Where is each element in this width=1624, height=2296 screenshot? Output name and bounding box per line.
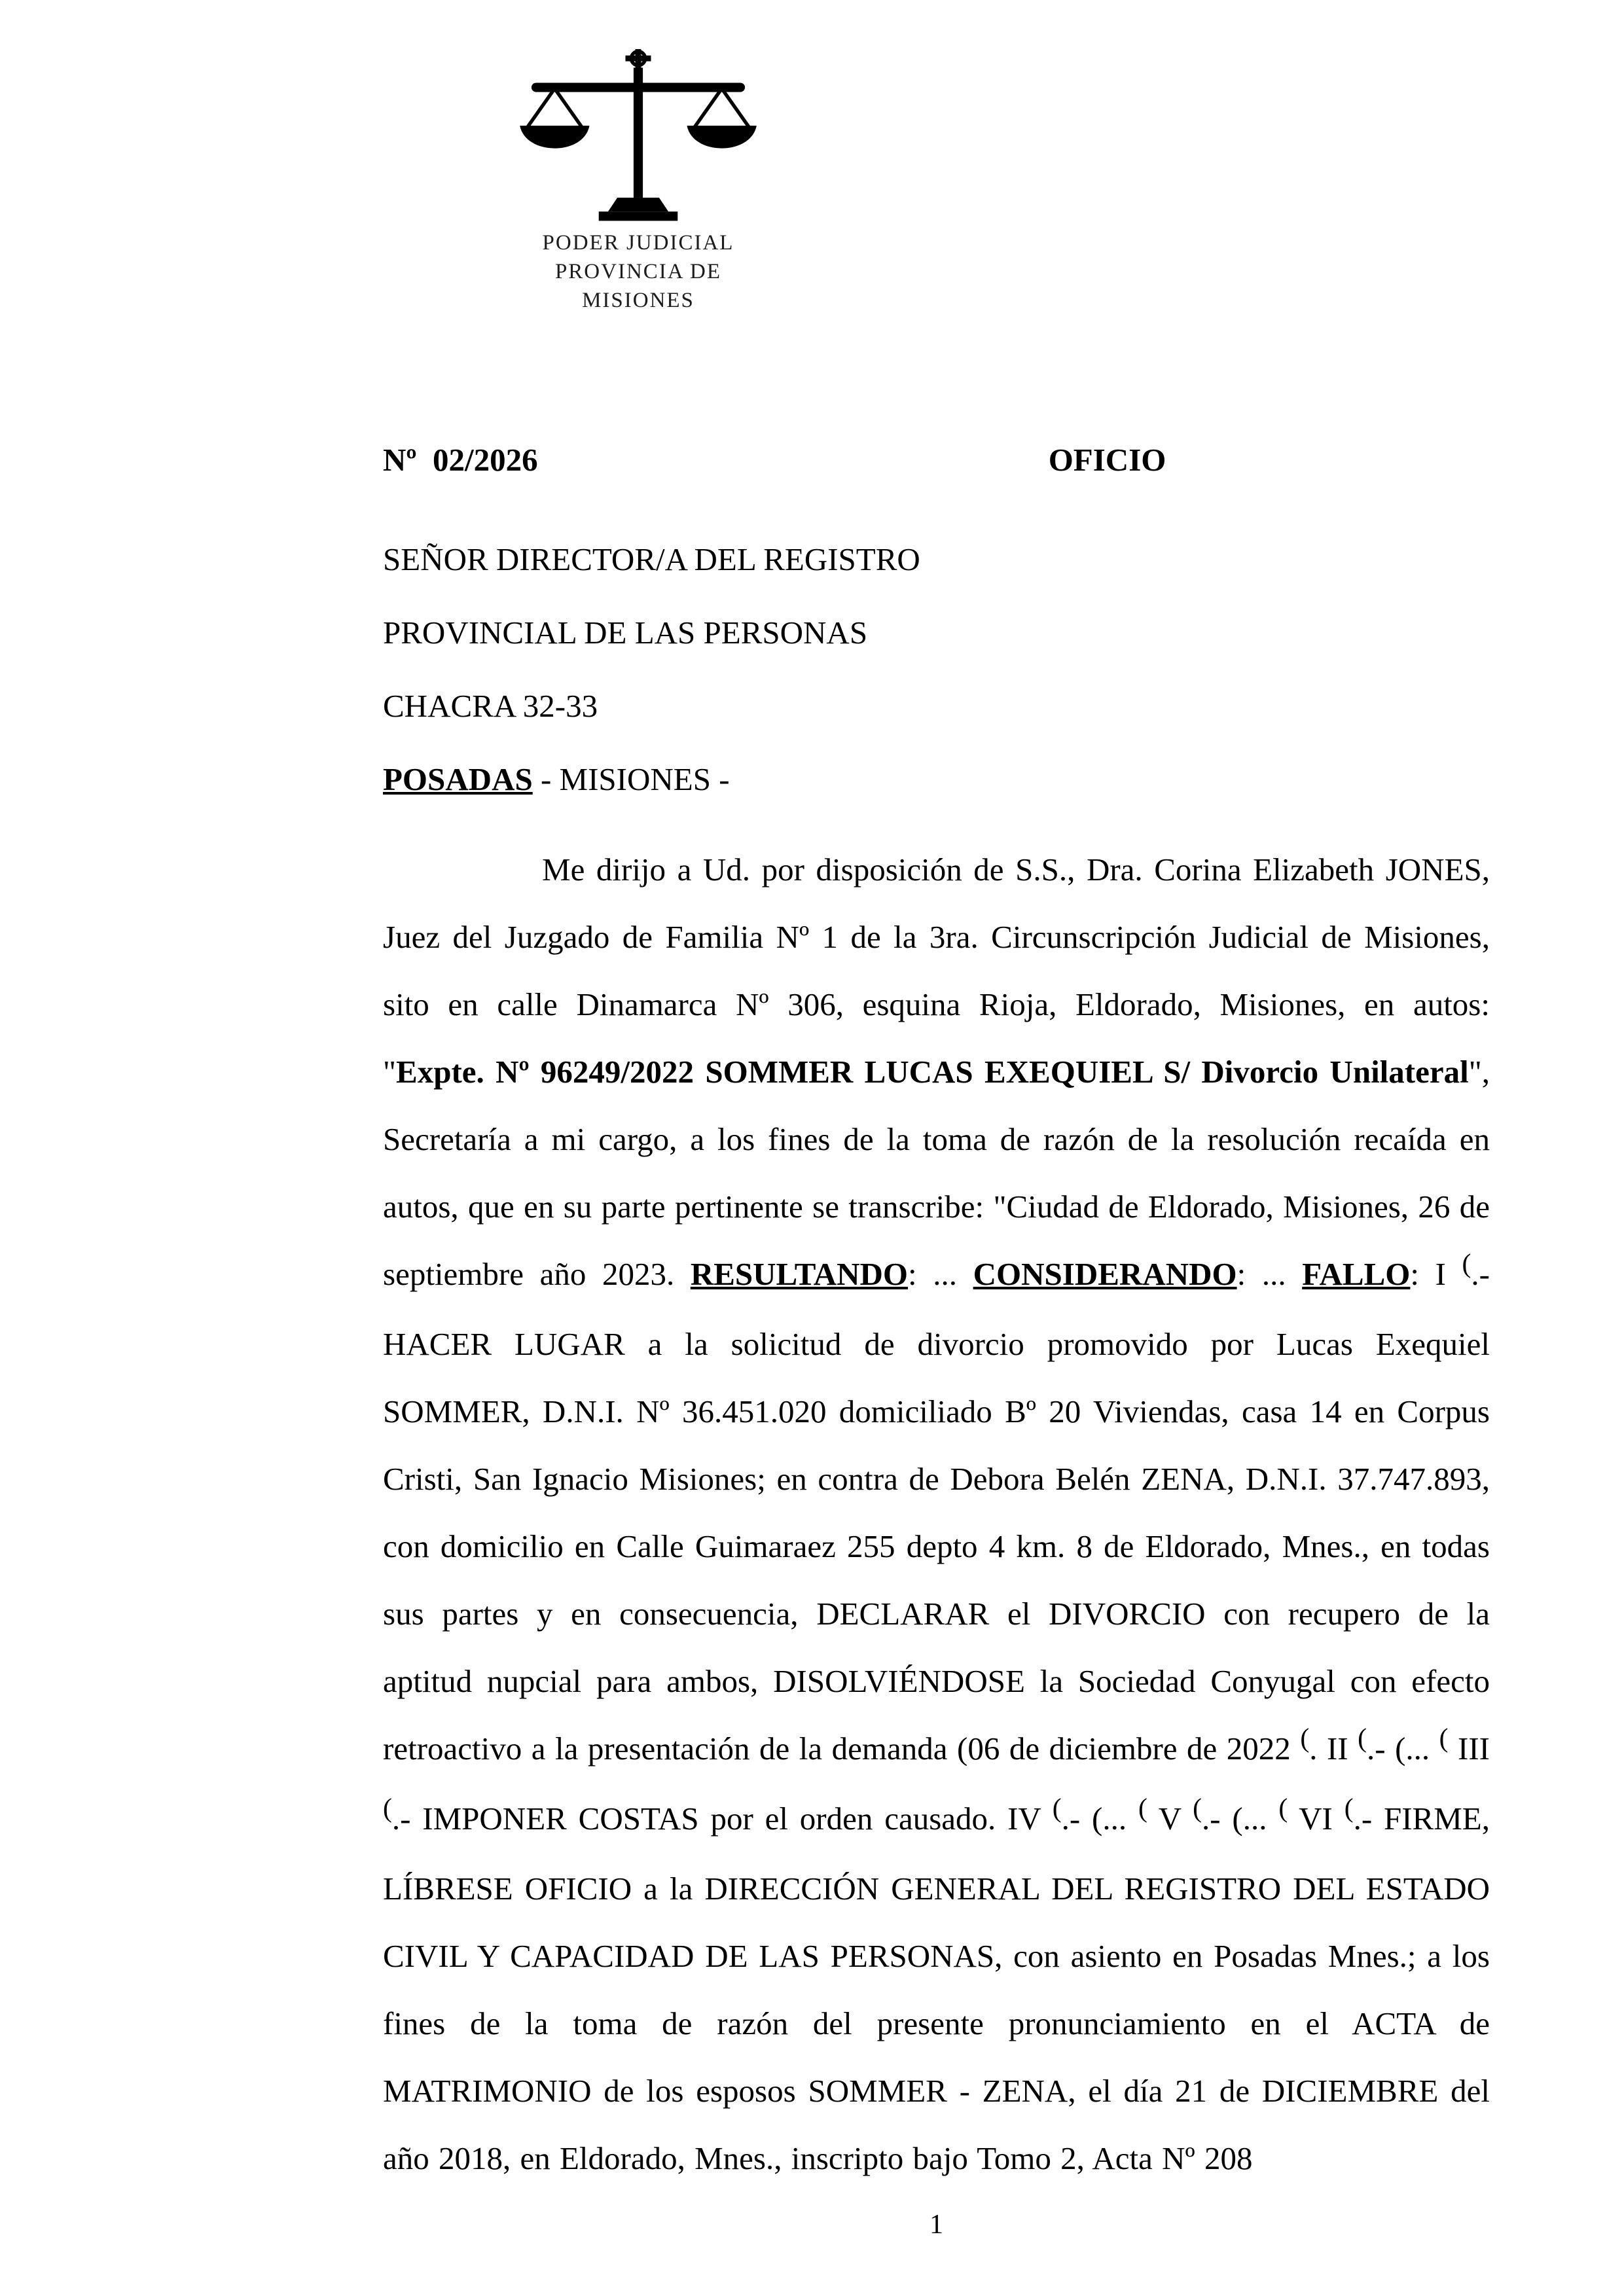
body-text-segment: ( bbox=[1462, 1249, 1471, 1280]
body-text-segment: .- (... bbox=[1202, 1801, 1279, 1837]
logo-caption-line1: PODER JUDICIAL bbox=[542, 231, 734, 255]
body-text-segment: Expte. Nº 96249/2022 SOMMER LUCAS EXEQUIEL S/ Divorcio Unilateral bbox=[396, 1054, 1469, 1090]
body-text-segment: ( bbox=[1300, 1723, 1310, 1754]
logo-caption-line2: PROVINCIA DE MISIONES bbox=[554, 260, 722, 312]
recipient-city-line bbox=[383, 743, 1490, 816]
body-text-segment: Me dirijo a Ud. por disposición de S.S., Dra. Corina Elizabeth JONES, Juez del Juzgado de Familia Nº 1 de la 3ra. Circunscripción Judicial de Misiones, sito en calle Dinamarca Nº 306, esquina Rioja, Eldorado, Misiones, en autos: " bbox=[383, 852, 1490, 1090]
body-text-segment: .- IMPONER COSTAS por el orden causado. IV bbox=[391, 1801, 1053, 1837]
body-text-segment: . II bbox=[1309, 1731, 1358, 1767]
body-text-segment: CONSIDERANDO bbox=[973, 1256, 1237, 1292]
body-text-segment: .- (... bbox=[1061, 1801, 1138, 1837]
body-text-segment: ( bbox=[1439, 1723, 1449, 1754]
body-text-segment: V bbox=[1147, 1801, 1193, 1837]
recipient-block bbox=[383, 523, 1490, 816]
document-type-title: OFICIO bbox=[1048, 442, 1166, 478]
body-text-segment: .- HACER LUGAR a la solicitud de divorcio promovido por Lucas Exequiel SOMMER, D.N.I. Nº 36.451.020 domiciliado Bº 20 Viviendas, casa 14 en Corpus Cristi, San Ignacio Misiones; en contra de Debora Belén ZENA, D.N.I. 37.747.893, con domicilio en Calle Guimaraez 255 depto 4 km. 8 de Eldorado, Mnes., en todas sus partes y en consecuencia, DECLARAR el DIVORCIO con recupero de la aptitud nupcial para ambos, DISOLVIÉNDOSE la Sociedad Conyugal con efecto retroactivo a la presentación de la demanda (06 de diciembre de 2022 bbox=[383, 1256, 1490, 1767]
recipient-line-2: PROVINCIAL DE LAS PERSONAS bbox=[383, 615, 868, 651]
recipient-city-rest: - MISIONES - bbox=[532, 761, 730, 797]
body-text-segment: ( bbox=[1138, 1793, 1147, 1824]
body-text-segment: .- FIRME, LÍBRESE OFICIO a la DIRECCIÓN GENERAL DEL REGISTRO DEL ESTADO CIVIL Y CAPACIDAD DE LAS PERSONAS, con asiento en Posadas Mnes.; a los fines de la toma de razón del presente pronunciamiento en el ACTA de MATRIMONIO de los esposos SOMMER - ZENA, el día 21 de DICIEMBRE del año 2018, en Eldorado, Mnes., inscripto bajo Tomo 2, Acta Nº 208 bbox=[383, 1801, 1490, 2176]
body-text-segment: ( bbox=[1052, 1793, 1062, 1824]
body-text-segment: ( bbox=[1344, 1793, 1354, 1824]
body-text-segment: VI bbox=[1288, 1801, 1344, 1837]
recipient-line-3: CHACRA 32-33 bbox=[383, 688, 598, 724]
recipient-line-1: SEÑOR DIRECTOR/A DEL REGISTRO bbox=[383, 541, 920, 577]
body-text-segment: ", Secretaría a mi cargo, a los fines de la toma de razón de la resolución recaída en autos, que en su parte pertinente se transcribe: "Ciudad de Eldorado, Misiones, 26 de septiembre año 2023. bbox=[383, 1054, 1490, 1292]
recipient-city: POSADAS bbox=[383, 761, 533, 797]
body-text-segment: ( bbox=[1358, 1723, 1367, 1754]
body-text-segment: : I bbox=[1410, 1256, 1462, 1292]
document-heading-line bbox=[383, 426, 1490, 493]
body-text-segment: ( bbox=[1193, 1793, 1202, 1824]
court-logo bbox=[501, 49, 776, 315]
page-number: 1 bbox=[929, 2210, 943, 2240]
body-paragraph bbox=[383, 836, 1490, 2192]
scales-of-justice-icon bbox=[511, 49, 766, 223]
body-text-segment: III bbox=[1448, 1731, 1490, 1767]
body-text-segment: RESULTANDO bbox=[690, 1256, 909, 1292]
document-number: Nº 02/2026 bbox=[383, 442, 538, 478]
body-text-segment: : ... bbox=[908, 1256, 973, 1292]
body-text-segment: ( bbox=[1278, 1793, 1288, 1824]
body-text-segment: ( bbox=[383, 1793, 392, 1824]
body-text-segment: : ... bbox=[1236, 1256, 1303, 1292]
body-text-segment: FALLO bbox=[1302, 1256, 1411, 1292]
body-text-segment: .- (... bbox=[1366, 1731, 1439, 1767]
